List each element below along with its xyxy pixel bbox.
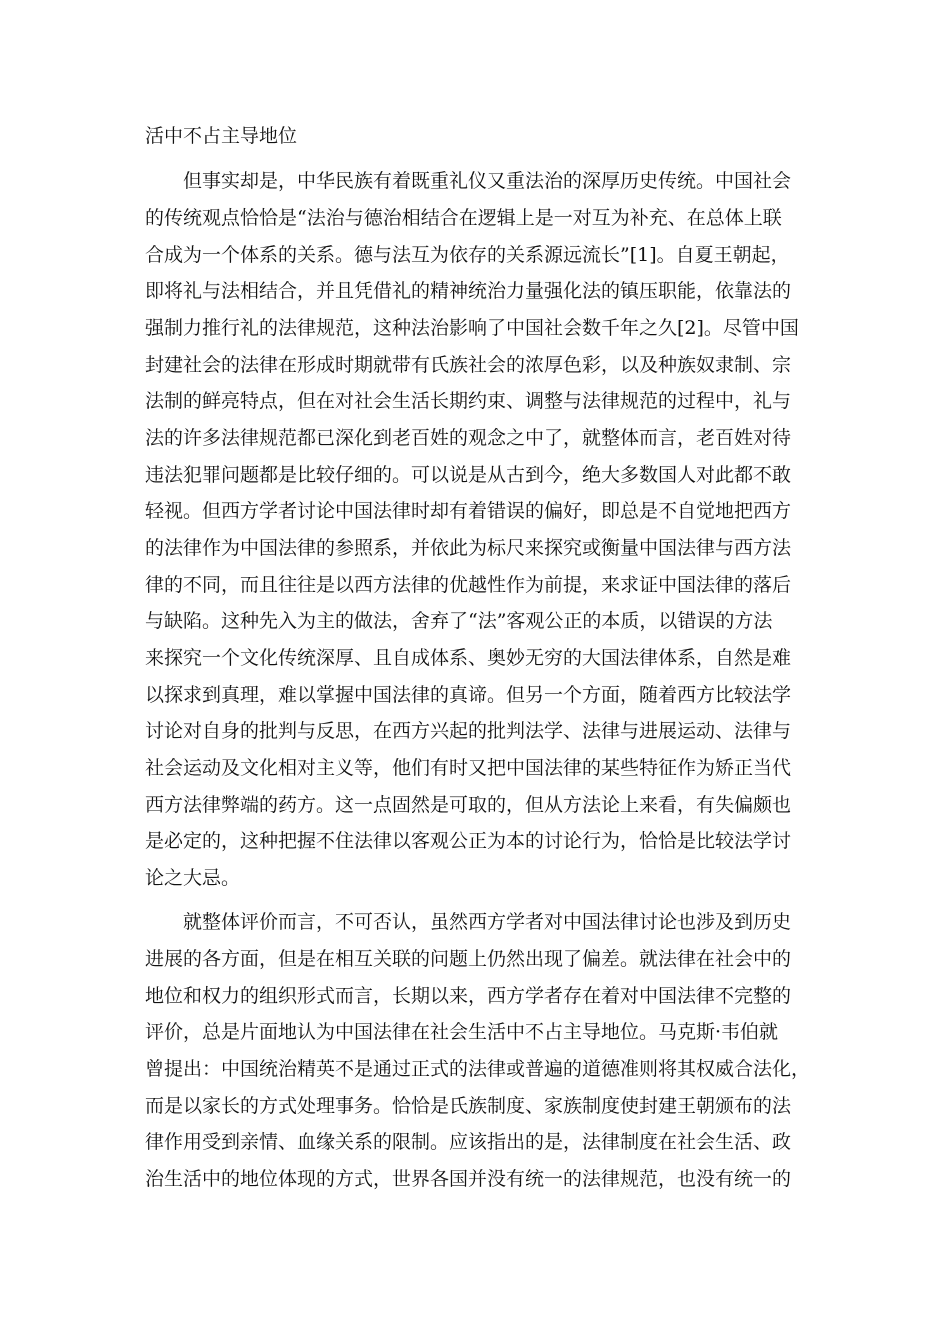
text-line: 论之大忌。 <box>145 867 241 889</box>
text-line: 律的不同，而且往往是以西方法律的优越性作为前提，来求证中国法律的落后 <box>145 574 792 596</box>
text-line: 与缺陷。这种先入为主的做法，舍弃了“法”客观公正的本质，以错误的方法 <box>145 610 773 632</box>
text-line: 即将礼与法相结合，并且凭借礼的精神统治力量强化法的镇压职能，依靠法的 <box>145 280 792 302</box>
text-line: 律作用受到亲情、血缘关系的限制。应该指出的是，法律制度在社会生活、政 <box>145 1131 792 1153</box>
text-line: 西方法律弊端的药方。这一点固然是可取的，但从方法论上来看，有失偏颇也 <box>145 794 792 816</box>
text-line: 法的许多法律规范都已深化到老百姓的观念之中了，就整体而言，老百姓对待 <box>145 427 792 449</box>
text-line: 是必定的，这种把握不住法律以客观公正为本的讨论行为，恰恰是比较法学讨 <box>145 830 792 852</box>
text-line: 社会运动及文化相对主义等，他们有时又把中国法律的某些特征作为矫正当代 <box>145 757 792 779</box>
text-line: 进展的各方面，但是在相互关联的问题上仍然出现了偏差。就法律在社会中的 <box>145 948 792 970</box>
text-line: 违法犯罪问题都是比较仔细的。可以说是从古到今，绝大多数国人对此都不敢 <box>145 464 792 486</box>
text-line: 讨论对自身的批判与反思，在西方兴起的批判法学、法律与进展运动、法律与 <box>145 720 792 742</box>
text-line: 强制力推行礼的法律规范，这种法治影响了中国社会数千年之久[2]。尽管中国 <box>145 317 799 339</box>
text-line: 合成为一个体系的关系。德与法互为依存的关系源远流长”[1]。自夏王朝起， <box>145 244 790 266</box>
text-line: 法制的鲜亮特点，但在对社会生活长期约束、调整与法律规范的过程中，礼与 <box>145 390 792 412</box>
paragraph-first-line: 但事实却是，中华民族有着既重礼仪又重法治的深厚历史传统。中国社会 <box>183 170 792 192</box>
text-line: 来探究一个文化传统深厚、且自成体系、奥妙无穷的大国法律体系，自然是难 <box>145 647 792 669</box>
text-line: 评价，总是片面地认为中国法律在社会生活中不占主导地位。马克斯·韦伯就 <box>145 1021 779 1043</box>
text-line: 活中不占主导地位 <box>145 125 298 147</box>
paragraph-first-line: 就整体评价而言，不可否认，虽然西方学者对中国法律讨论也涉及到历史 <box>183 911 792 933</box>
text-line: 轻视。但西方学者讨论中国法律时却有着错误的偏好，即总是不自觉地把西方 <box>145 500 792 522</box>
text-line: 而是以家长的方式处理事务。恰恰是氏族制度、家族制度使封建王朝颁布的法 <box>145 1095 792 1117</box>
text-line: 治生活中的地位体现的方式，世界各国并没有统一的法律规范，也没有统一的 <box>145 1168 792 1190</box>
text-line: 以探求到真理，难以掌握中国法律的真谛。但另一个方面，随着西方比较法学 <box>145 684 792 706</box>
text-line: 地位和权力的组织形式而言，长期以来，西方学者存在着对中国法律不完整的 <box>145 985 792 1007</box>
text-line: 封建社会的法律在形成时期就带有氏族社会的浓厚色彩，以及种族奴隶制、宗 <box>145 354 792 376</box>
text-line: 曾提出：中国统治精英不是通过正式的法律或普遍的道德准则将其权威合法化， <box>145 1058 811 1080</box>
text-line: 的法律作为中国法律的参照系，并依此为标尺来探究或衡量中国法律与西方法 <box>145 537 792 559</box>
text-line: 的传统观点恰恰是“法治与德治相结合在逻辑上是一对互为补充、在总体上联 <box>145 207 782 229</box>
